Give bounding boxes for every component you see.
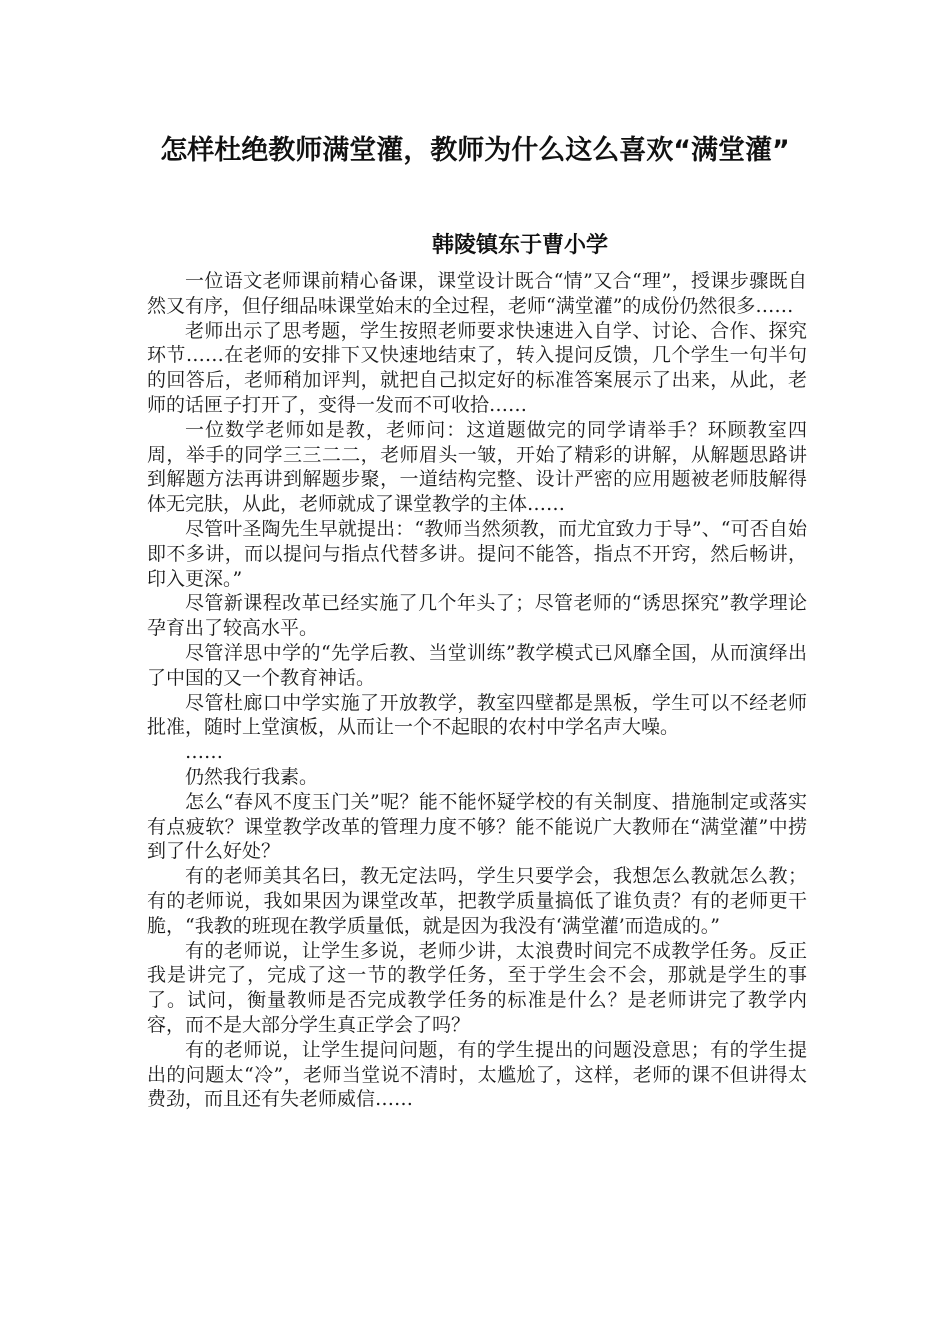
paragraph: 尽管叶圣陶先生早就提出：“教师当然须教，而尤宜致力于导”、“可否自始即不多讲，而以提问与指点代替多讲。提问不能答，指点不开窍，然后畅讲，印入更深。”	[147, 517, 807, 590]
document-title: 怎样杜绝教师满堂灌，教师为什么这么喜欢“满堂灌”	[160, 135, 790, 166]
paragraph: 仍然我行我素。	[185, 765, 319, 788]
paragraph: 有的老师美其名曰，教无定法吗，学生只要学会，我想怎么教就怎么教；有的老师说，我如果因为课堂改革，把教学质量搞低了谁负责？有的老师更干脆，“我教的班现在教学质量低，就是因为我没有‘满堂灌’而造成的。”	[147, 865, 807, 937]
paragraph: 尽管洋思中学的“先学后教、当堂训练”教学模式已风靡全国，从而演绎出了中国的又一个教育神话。	[147, 641, 807, 689]
paragraph: 有的老师说，让学生多说，老师少讲，太浪费时间完不成教学任务。反正我是讲完了，完成了这一节的教学任务，至于学生会不会，那就是学生的事了。试问，衡量教师是否完成教学任务的标准是什么？是老师讲完了教学内容，而不是大部分学生真正学会了吗？	[147, 939, 807, 1036]
paragraph: 尽管杜廊口中学实施了开放教学，教室四壁都是黑板，学生可以不经老师批准，随时上堂演板，从而让一个不起眼的农村中学名声大噪。	[147, 691, 807, 739]
paragraph: 一位语文老师课前精心备课，课堂设计既合“情”又合“理”，授课步骤既自然又有序，但仔细品味课堂始末的全过程，老师“满堂灌”的成份仍然很多……	[147, 270, 807, 317]
paragraph: 尽管新课程改革已经实施了几个年头了；尽管老师的“诱思探究”教学理论孕育出了较高水平。	[147, 592, 807, 640]
document-author: 韩陵镇东于曹小学	[432, 233, 609, 258]
paragraph: 有的老师说，让学生提问问题，有的学生提出的问题没意思；有的学生提出的问题太“冷”，老师当堂说不清时，太尴尬了，这样，老师的课不但讲得太费劲，而且还有失老师威信……	[147, 1038, 807, 1111]
paragraph: 老师出示了思考题，学生按照老师要求快速进入自学、讨论、合作、探究环节……在老师的安排下又快速地结束了，转入提问反馈，几个学生一句半句的回答后，老师稍加评判，就把自己拟定好的标准答案展示了出来，从此，老师的话匣子打开了，变得一发而不可收拾……	[147, 319, 807, 416]
paragraph: ……	[185, 741, 223, 764]
document-body	[147, 269, 807, 1112]
paragraph: 一位数学老师如是教，老师问：这道题做完的同学请举手？环顾教室四周，举手的同学三三二二，老师眉头一皱，开始了精彩的讲解，从解题思路讲到解题方法再讲到解题步聚，一道结构完整、设计严密的应用题被老师肢解得体无完肤，从此，老师就成了课堂教学的主体……	[147, 418, 807, 516]
paragraph: 怎么“春风不度玉门关”呢？能不能怀疑学校的有关制度、措施制定或落实有点疲软？课堂教学改革的管理力度不够？能不能说广大教师在“满堂灌”中捞到了什么好处？	[147, 790, 807, 863]
